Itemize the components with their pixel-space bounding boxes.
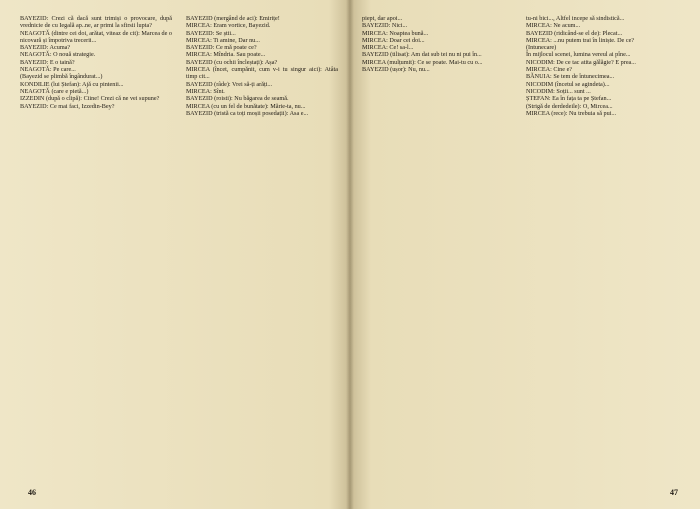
paragraph: BAYEZID (mergând de aci): Emirițe! (186, 15, 280, 22)
paragraph: ȘTEFAN: Ea în fața ta pe Ștefan... (526, 95, 612, 103)
paragraph: (Intunecare) (526, 44, 557, 52)
paragraph: BAYEZID (tristă ca toți moșii posedații): Asa e... (186, 109, 309, 117)
right-page-column-1 (362, 15, 514, 475)
left-page-column-1 (20, 15, 172, 475)
paragraph: MIRCEA (mulțumit): Ce se poate. Mai-tu cu o... (362, 58, 483, 66)
paragraph: În mijlocul scenei, lumina vereul ai pîne... (526, 51, 631, 59)
paragraph: NEAGOTĂ: O nouă strategie. (20, 51, 96, 59)
paragraph: BĂNUIA: Se tem de întunecimea... (526, 73, 615, 81)
paragraph: BAYEZID (ușor): Nu, nu... (362, 66, 430, 74)
paragraph: NEAGOTĂ: Pe care... (20, 66, 76, 74)
left-page-number: 46 (28, 488, 36, 497)
paragraph: BAYEZID (cu ochii încleștați): Așa? (186, 58, 278, 66)
paragraph: MIRCEA: Eram vortice, Bayezid. (186, 22, 271, 30)
paragraph: MIRCEA (cu un fel de bunătate): Mărie-ta, nu... (186, 102, 306, 110)
paragraph: MIRCEA: ...nu putem trai în liniște. De ce? (526, 36, 635, 44)
paragraph: BAYEZID: Acuma? (20, 44, 71, 52)
right-page (350, 0, 700, 509)
paragraph: MIRCEA: Mîndria. Sau poate... (186, 51, 266, 59)
paragraph: IZZEDIN (după o clipă): Ciine! Crezi că ne vei supune? (20, 95, 160, 103)
paragraph: MIRCEA (rece): Nu trebuia să pui... (526, 109, 617, 117)
right-page-column-2 (526, 15, 678, 475)
paragraph: BAYEZID: Ce mă poate ce? (186, 44, 257, 52)
paragraph: BAYEZID (tilisat): Am dat sub tei nu ni pui în... (362, 51, 482, 59)
paragraph: NICODIM: De ce tac atita gălăgie? E prea... (526, 58, 636, 66)
paragraph: KONDILIE (lui Ștefan): Ajă cu pintenii... (20, 80, 124, 88)
paragraph: (Bayezid se plimbă îngândurat...) (20, 73, 103, 81)
paragraph: MIRCEA: Cine e? (526, 66, 573, 74)
paragraph: BAYEZID: E o taină? (20, 58, 75, 66)
paragraph: NEAGOTĂ (dintre cei doi, arătat, viteaz de cit): Marcea de o nicovară și împotriva trecerii... (20, 29, 172, 44)
paragraph: MIRCEA: Doar cei doi... (362, 36, 425, 44)
paragraph: MIRCEA (încet, cumpănit, cum v-i tu singur aici): Atâta timp cit... (186, 66, 338, 81)
paragraph: BAYEZID (roisti): Nu băgarea de seamă. (186, 95, 289, 103)
right-page-number: 47 (670, 488, 678, 497)
paragraph: BAYEZID (râde): Vrei să-ți arăți... (186, 80, 273, 88)
paragraph: BAYEZID (ridicând-se el de): Plecat... (526, 29, 623, 37)
paragraph: MIRCEA: Noaptea bună... (362, 29, 429, 37)
paragraph: BAYEZID: Nici... (362, 22, 408, 30)
paragraph: NEAGOTĂ (care e pietă...) (20, 87, 89, 95)
paragraph: MIRCEA: Ne acum... (526, 22, 581, 30)
paragraph: NICODIM: Soții... sunt ... (526, 87, 591, 95)
paragraph: (Strigă de derdedeile): O, Mircea... (526, 102, 613, 110)
left-page-column-2 (186, 15, 338, 475)
paragraph: NICODIM (încetul se agindeta)... (526, 80, 610, 88)
paragraph: MIRCEA: Ti amine, Dar nu... (186, 36, 260, 44)
paragraph: tu-ni bici..., Altfel incepe să sindistică... (526, 15, 625, 22)
paragraph: BAYEZID: Crezi că dacă sunt trimiși o provocare, după vrednicie de cu Iegală ap..ne, ar primi la sfirsii lupta? (20, 15, 172, 30)
paragraph: BAYEZID: Se știi... (186, 29, 236, 37)
paragraph: MIRCEA: Ce! sa-l... (362, 44, 414, 52)
paragraph: MIRCEA: Sînt. (186, 87, 225, 95)
paragraph: BAYEZID: Ce mai faci, Izzedin-Bey? (20, 102, 115, 110)
paragraph: piept, dar apoi... (362, 15, 403, 22)
